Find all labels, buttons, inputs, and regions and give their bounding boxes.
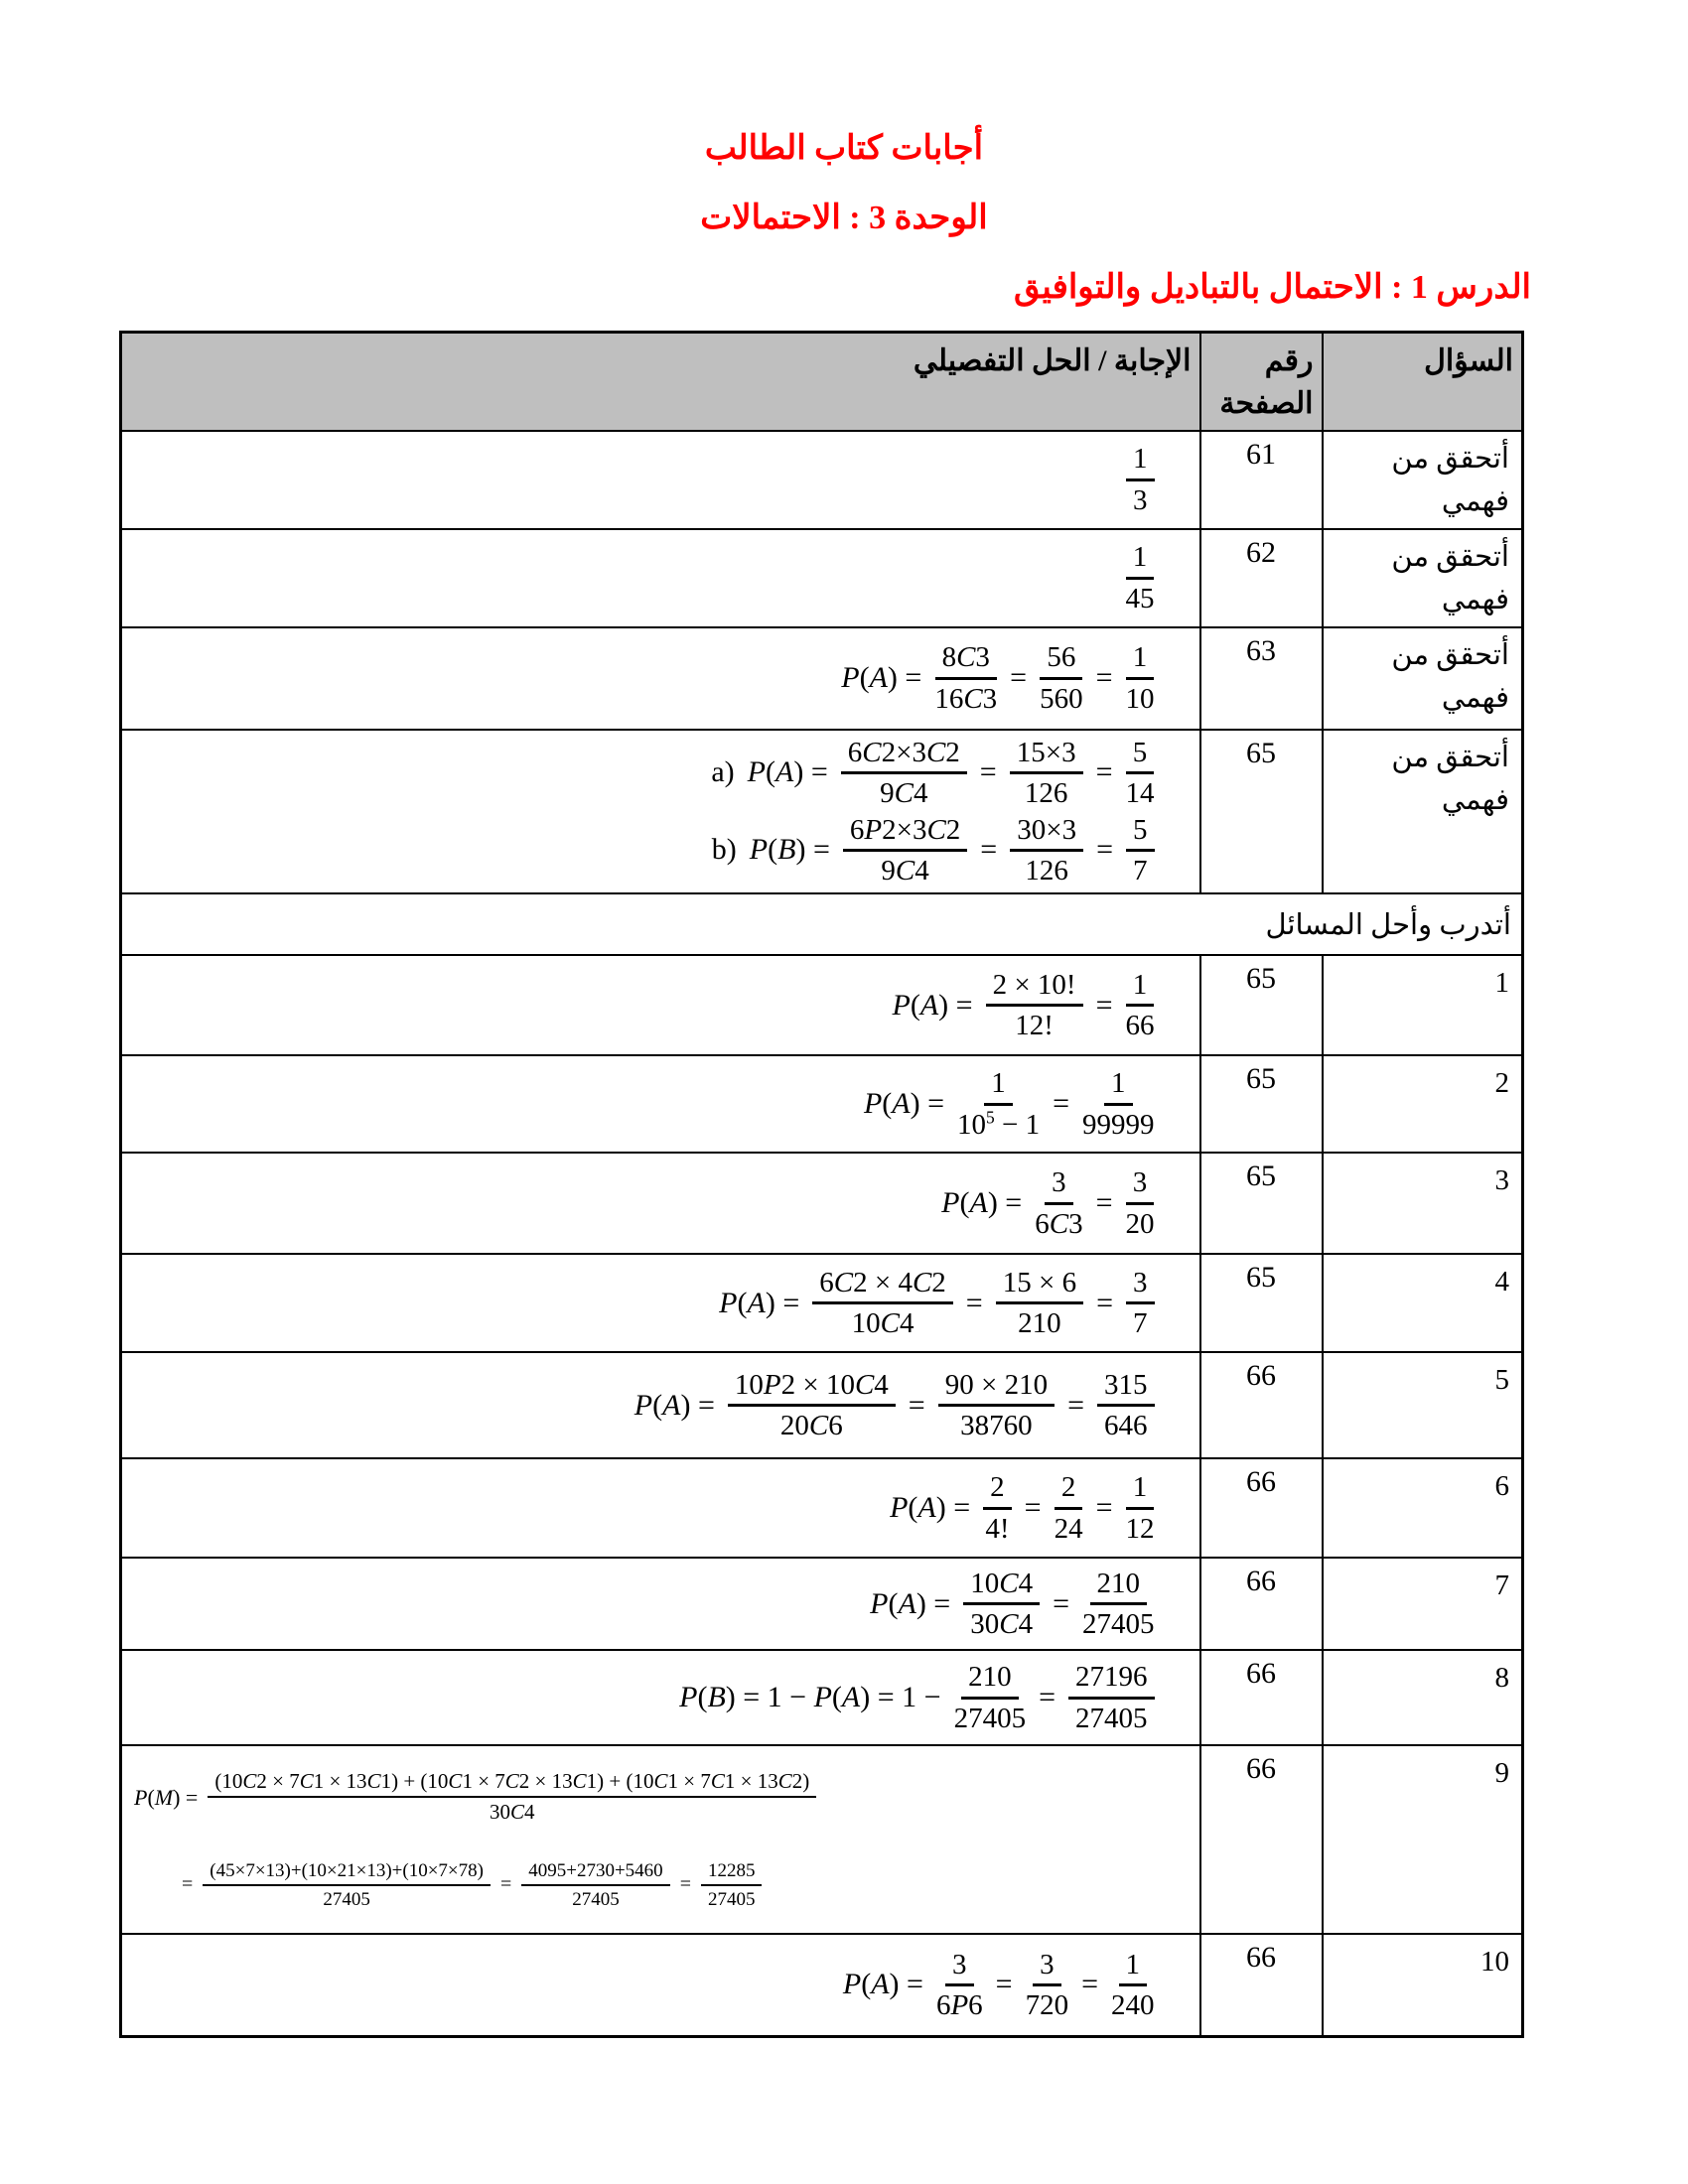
math-text: P(B) = 1 − P(A) = 1 − bbox=[679, 1681, 941, 1714]
answers-table-wrap bbox=[119, 331, 1521, 2038]
math-text: = bbox=[1095, 988, 1113, 1022]
fraction: $\frac{4095+2730+5460}{27405}$ bbox=[521, 1860, 669, 1911]
table-header bbox=[121, 332, 1523, 431]
page-number-cell: 65 bbox=[1200, 955, 1323, 1055]
fraction: $\frac{315}{646}$ bbox=[1097, 1369, 1155, 1442]
fraction: $\frac{5}{7}$ bbox=[1126, 814, 1155, 887]
math-text: = bbox=[995, 1968, 1013, 2001]
fraction: $\frac{1}{240}$ bbox=[1111, 1948, 1155, 2022]
fraction: (10C2 × 7C1 × 13C1) + (10C1 × 7C2 × 13C1) + (10C1 × 7C1 × 13C2) 30C4 bbox=[208, 1770, 816, 1825]
table-row bbox=[121, 1558, 1523, 1650]
item-label: b) bbox=[711, 833, 737, 867]
question-cell: 8 bbox=[1323, 1650, 1523, 1745]
math-text: = bbox=[908, 1388, 925, 1422]
math-text: = bbox=[679, 1873, 691, 1896]
math-line bbox=[130, 641, 1155, 715]
table-row bbox=[121, 955, 1523, 1055]
math-line bbox=[130, 1661, 1155, 1734]
fraction: $\frac{6C2 \times 4C2}{10C4}$ bbox=[812, 1267, 953, 1340]
table-row bbox=[121, 1745, 1523, 1934]
lesson-title: الدرس 1 : الاحتمال بالتباديل والتوافيق bbox=[1013, 269, 1531, 307]
table-row bbox=[121, 1254, 1523, 1352]
answer-cell bbox=[121, 1745, 1200, 1934]
fraction: $\frac{3}{6P6}$ bbox=[935, 1948, 983, 2022]
fraction: $\frac{1}{45}$ bbox=[1125, 541, 1155, 614]
answer-cell bbox=[121, 431, 1200, 529]
fraction: $\frac{210}{27405}$ bbox=[1082, 1567, 1155, 1641]
section-row bbox=[121, 893, 1523, 955]
answer-cell bbox=[121, 1650, 1200, 1745]
fraction: $\frac{27196}{27405}$ bbox=[1068, 1661, 1155, 1734]
answer-cell bbox=[121, 1055, 1200, 1153]
fraction: $\frac{12285}{27405}$ bbox=[701, 1860, 763, 1911]
fraction: $\frac{1}{99999}$ bbox=[1082, 1067, 1155, 1141]
fraction: $\frac{(45\times 7\times 13)+(10\times 21\times 13)+(10\times 7\times 78)}{27405}$ bbox=[203, 1860, 491, 1911]
fraction: $\frac{6C2\times 3C2}{9C4}$ bbox=[841, 737, 967, 810]
header-answer: الإجابة / الحل التفصيلي bbox=[121, 332, 1200, 431]
math-text: = bbox=[1024, 1491, 1042, 1525]
math-line bbox=[130, 1949, 1155, 2022]
question-cell: 10 bbox=[1323, 1934, 1523, 2036]
math-text: P(A) = bbox=[863, 1087, 945, 1121]
math-text: P(A) = bbox=[842, 1968, 923, 2001]
answer-cell bbox=[121, 1934, 1200, 2036]
fraction: $\frac{2}{24}$ bbox=[1054, 1471, 1083, 1545]
question-cell: 9 bbox=[1323, 1745, 1523, 1934]
fraction: $\frac{210}{27405}$ bbox=[953, 1661, 1027, 1734]
math-text: = bbox=[182, 1873, 194, 1896]
math-text: = bbox=[1095, 660, 1113, 694]
page-number-cell: 65 bbox=[1200, 1153, 1323, 1254]
answer-cell bbox=[121, 529, 1200, 627]
math-line bbox=[130, 1471, 1155, 1545]
table-row bbox=[121, 1934, 1523, 2036]
fraction: $\frac{1}{10^5 - 1}$ bbox=[957, 1067, 1041, 1141]
fraction: $\frac{15\times 3}{126}$ bbox=[1010, 737, 1083, 810]
answers-table bbox=[119, 331, 1524, 2038]
fraction: $\frac{3}{6C3}$ bbox=[1035, 1166, 1083, 1240]
fraction: $\frac{56}{560}$ bbox=[1040, 641, 1083, 715]
fraction: $\frac{90 \times 210}{38760}$ bbox=[938, 1369, 1055, 1442]
answer-cell bbox=[121, 1352, 1200, 1458]
table-row bbox=[121, 1352, 1523, 1458]
fraction: $\frac{5}{14}$ bbox=[1125, 736, 1155, 810]
page-number-cell: 66 bbox=[1200, 1352, 1323, 1458]
math-line bbox=[130, 1267, 1155, 1340]
unit-title: الوحدة 3 : الاحتمالات bbox=[700, 200, 988, 237]
math-text: P(A) = bbox=[870, 1586, 951, 1620]
answer-cell bbox=[121, 730, 1200, 894]
math-text: P(B) = bbox=[749, 833, 830, 867]
math-text: = bbox=[980, 833, 998, 867]
math-line bbox=[130, 1067, 1155, 1141]
fraction: $\frac{3}{20}$ bbox=[1125, 1166, 1155, 1240]
fraction: $\frac{1}{10}$ bbox=[1125, 641, 1155, 715]
page-title: أجابات كتاب الطالب bbox=[704, 130, 984, 167]
answer-cell bbox=[121, 1558, 1200, 1650]
table-row bbox=[121, 1055, 1523, 1153]
answer-cell bbox=[121, 627, 1200, 730]
question-cell: 2 bbox=[1323, 1055, 1523, 1153]
answer-cell bbox=[121, 1254, 1200, 1352]
document-titles bbox=[0, 0, 1688, 240]
math-text: = bbox=[1053, 1586, 1069, 1620]
question-cell: 6 bbox=[1323, 1458, 1523, 1558]
answer-cell bbox=[121, 955, 1200, 1055]
question-cell: 7 bbox=[1323, 1558, 1523, 1650]
fraction: $\frac{10C4}{30C4}$ bbox=[963, 1568, 1040, 1641]
math-text: P(A) = bbox=[747, 755, 828, 789]
question-cell: أتحقق من فهمي bbox=[1323, 529, 1523, 627]
page-number-cell: 66 bbox=[1200, 1745, 1323, 1934]
math-text: = bbox=[1081, 1968, 1098, 2001]
header-row bbox=[121, 332, 1523, 431]
math-line bbox=[130, 814, 1155, 887]
math-line bbox=[130, 1369, 1155, 1442]
page-number-cell: 65 bbox=[1200, 730, 1323, 894]
table-row bbox=[121, 529, 1523, 627]
fraction: $\frac{30\times 3}{126}$ bbox=[1010, 814, 1083, 887]
math-text: = bbox=[1039, 1681, 1055, 1714]
table-row bbox=[121, 431, 1523, 529]
fraction: $\frac{6P2\times 3C2}{9C4}$ bbox=[843, 814, 967, 887]
table-row bbox=[121, 627, 1523, 730]
math-text: P(A) = bbox=[633, 1388, 715, 1422]
math-text: = bbox=[499, 1873, 512, 1896]
fraction: $\frac{15 \times 6}{210}$ bbox=[996, 1267, 1083, 1340]
page-number-cell: 61 bbox=[1200, 431, 1323, 529]
table-row bbox=[121, 1153, 1523, 1254]
math-text: = bbox=[1067, 1388, 1084, 1422]
page-number-cell: 66 bbox=[1200, 1650, 1323, 1745]
math-line bbox=[130, 1568, 1155, 1641]
item-label: a) bbox=[711, 755, 735, 789]
question-cell: 5 bbox=[1323, 1352, 1523, 1458]
page-number-cell: 65 bbox=[1200, 1055, 1323, 1153]
question-cell: 3 bbox=[1323, 1153, 1523, 1254]
question-cell: أتحقق من فهمي bbox=[1323, 730, 1523, 894]
fraction: $\frac{2 \times 10!}{12!}$ bbox=[986, 969, 1083, 1042]
question-cell: 1 bbox=[1323, 955, 1523, 1055]
answer-cell bbox=[121, 1153, 1200, 1254]
math-text: = bbox=[1095, 1186, 1113, 1220]
page-number-cell: 66 bbox=[1200, 1934, 1323, 2036]
page-number-cell: 66 bbox=[1200, 1558, 1323, 1650]
math-text: = bbox=[1096, 1286, 1113, 1319]
section-label: أتدرب وأحل المسائل bbox=[121, 893, 1523, 955]
math-line bbox=[130, 541, 1155, 614]
fraction: $\frac{2}{4!}$ bbox=[983, 1471, 1012, 1545]
question-cell: أتحقق من فهمي bbox=[1323, 627, 1523, 730]
math-line bbox=[130, 443, 1155, 516]
page-number-cell: 63 bbox=[1200, 627, 1323, 730]
fraction: $\frac{1}{12}$ bbox=[1125, 1471, 1155, 1545]
math-text: P(A) = bbox=[941, 1186, 1023, 1220]
math-text: P(A) = bbox=[719, 1286, 800, 1319]
fraction: $\frac{10P2 \times 10C4}{20C6}$ bbox=[728, 1369, 896, 1442]
math-text: = bbox=[965, 1286, 983, 1319]
answers-table-body bbox=[121, 431, 1523, 2037]
fraction: $\frac{3}{720}$ bbox=[1025, 1948, 1069, 2022]
math-text: P(M) = bbox=[134, 1784, 199, 1810]
math-line bbox=[130, 969, 1155, 1042]
math-line bbox=[130, 1166, 1155, 1240]
math-text: = bbox=[1010, 660, 1028, 694]
math-text: = bbox=[1095, 1491, 1113, 1525]
page-number-cell: 65 bbox=[1200, 1254, 1323, 1352]
math-text: P(A) = bbox=[892, 988, 973, 1022]
fraction: $\frac{8C3}{16C3}$ bbox=[934, 641, 998, 715]
math-text: = bbox=[1096, 833, 1113, 867]
fraction: $\frac{1}{3}$ bbox=[1126, 443, 1155, 516]
table-row bbox=[121, 1650, 1523, 1745]
math-text: = bbox=[1053, 1087, 1069, 1121]
page-number-cell: 66 bbox=[1200, 1458, 1323, 1558]
math-line bbox=[134, 1770, 1192, 1825]
answer-cell bbox=[121, 1458, 1200, 1558]
fraction: $\frac{1}{66}$ bbox=[1125, 968, 1155, 1042]
math-text: = bbox=[979, 755, 997, 789]
math-text: = bbox=[1095, 755, 1113, 789]
question-cell: أتحقق من فهمي bbox=[1323, 431, 1523, 529]
question-cell: 4 bbox=[1323, 1254, 1523, 1352]
header-question: السؤال bbox=[1323, 332, 1523, 431]
fraction: $\frac{3}{7}$ bbox=[1126, 1267, 1155, 1340]
math-text: P(A) = bbox=[890, 1491, 971, 1525]
math-line bbox=[134, 1860, 1192, 1911]
table-row bbox=[121, 730, 1523, 894]
page-number-cell: 62 bbox=[1200, 529, 1323, 627]
math-line bbox=[130, 737, 1155, 810]
header-page-number: رقم الصفحة bbox=[1200, 332, 1323, 431]
table-row bbox=[121, 1458, 1523, 1558]
math-text: P(A) = bbox=[841, 660, 922, 694]
